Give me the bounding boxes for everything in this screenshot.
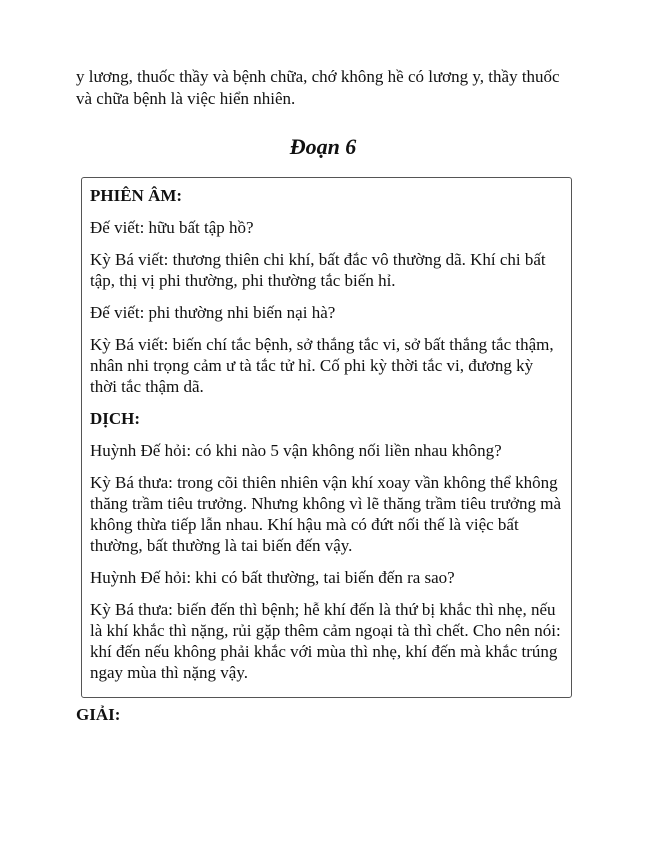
giai-heading: GIẢI: (76, 705, 121, 724)
dich-paragraph: Kỳ Bá thưa: trong cõi thiên nhiên vận khí xoay vần không thể không thăng trầm tiêu trưởng. Nhưng không vì lẽ thăng trầm tiêu trưởng mà không thừa tiếp lẫn nhau. Khí hậu mà có đứt nối thế là việc bất thường, bất thường là tai biến đến vậy. (90, 473, 562, 555)
dich-heading: DỊCH: (90, 409, 141, 428)
phien-am-paragraph: Đế viết: phi thường nhi biến nại hà? (90, 303, 336, 322)
dich-paragraph: Huỳnh Đế hỏi: khi có bất thường, tai biến đến ra sao? (90, 568, 455, 587)
phien-am-paragraph: Kỳ Bá viết: thương thiên chi khí, bất đắc vô thường dã. Khí chi bất tập, thị vị phi thường, phi thường tắc biến hỉ. (90, 250, 546, 290)
phien-am-paragraph: Kỳ Bá viết: biến chí tắc bệnh, sở thắng tắc vi, sở bất thắng tắc thậm, nhân nhi trọng cảm ư tà tắc tử hỉ. Cố phi kỳ thời tắc vi, đương kỳ thời tắc thậm dã. (90, 335, 554, 396)
phien-am-paragraph: Đế viết: hữu bất tập hồ? (90, 218, 254, 237)
text-box (81, 177, 572, 698)
phien-am-heading: PHIÊN ÂM: (90, 186, 183, 205)
dich-paragraph: Huỳnh Đế hỏi: có khi nào 5 vận không nối liền nhau không? (90, 441, 502, 460)
intro-paragraph: y lương, thuốc thầy và bệnh chữa, chớ không hề có lương y, thầy thuốc và chữa bệnh là việc hiển nhiên. (76, 67, 560, 108)
dich-paragraph: Kỳ Bá thưa: biến đến thì bệnh; hễ khí đến là thứ bị khắc thì nhẹ, nếu là khí khắc thì nặng, rủi gặp thêm cảm ngoại tà thì chết. Cho nên nói: khí đến nếu không phải khắc với mùa thì nhẹ, khí đến mà khắc trúng ngay mùa thì nặng vậy. (90, 600, 561, 682)
section-title: Đoạn 6 (289, 134, 357, 159)
